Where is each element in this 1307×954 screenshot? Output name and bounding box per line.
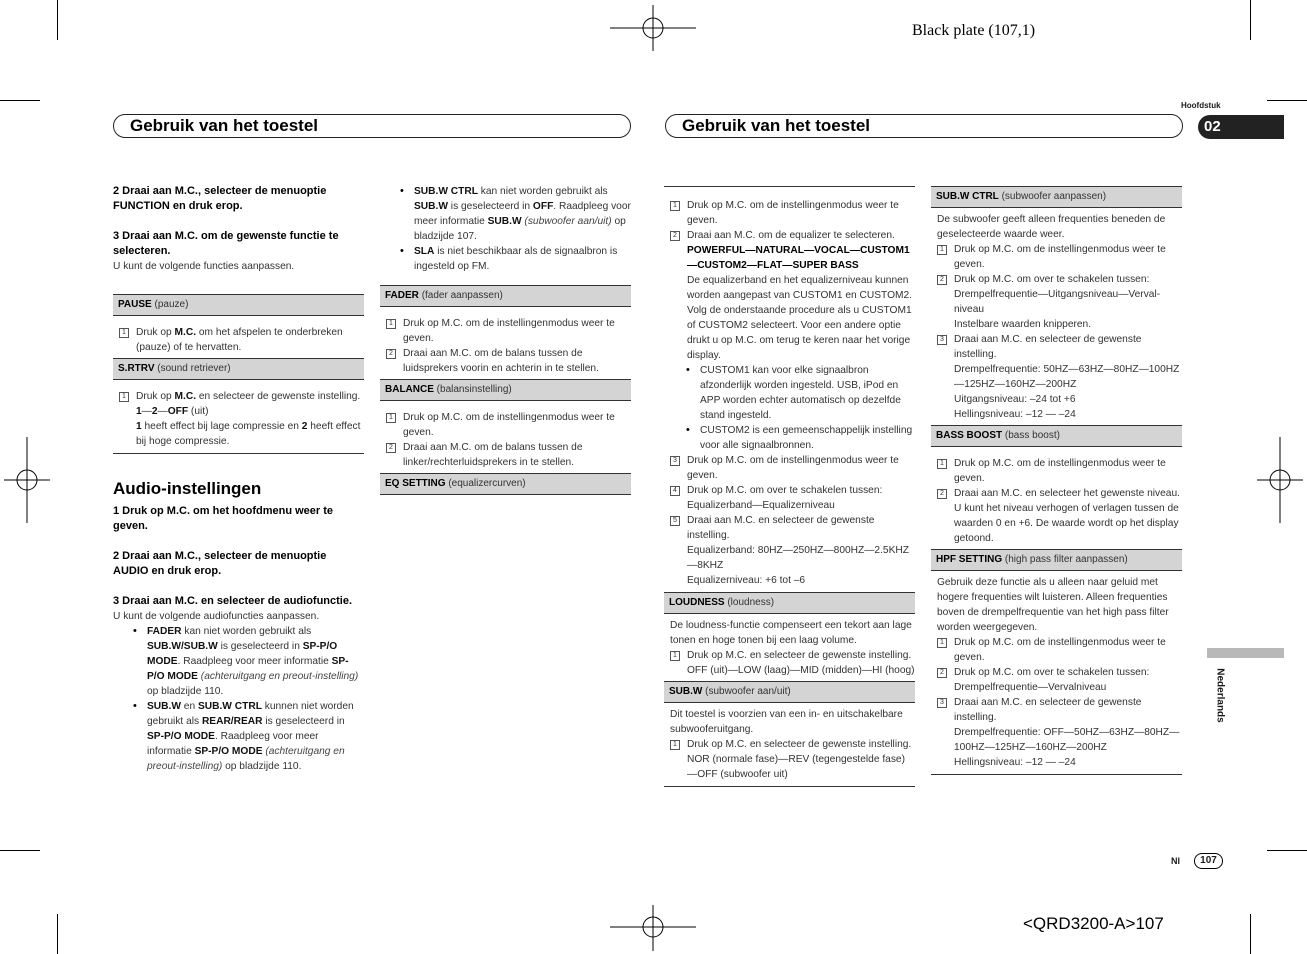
column-3 xyxy=(664,186,915,787)
bullet-item: • SUB.W CTRL kan niet worden gebruikt als SUB.W is geselecteerd in OFF. Raadpleeg voor meer informatie SUB.W (subwoofer aan/uit) op bladzijde 107. xyxy=(380,184,631,244)
fader-bar: FADER (fader aanpassen) xyxy=(380,285,631,307)
numbered-step: 4 Druk op M.C. om over te schakelen tussen: xyxy=(664,483,915,498)
paragraph: U kunt het niveau verhogen of verlagen tussen de waarden 0 en +6. De waarde wordt op het display getoond. xyxy=(954,503,1179,544)
registration-mark-icon xyxy=(4,437,50,523)
values: Drempelfrequentie: OFF—50HZ—63HZ—80HZ—100HZ—125HZ—160HZ—200HZ xyxy=(954,727,1180,753)
paragraph: U kunt de volgende audiofuncties aanpassen. xyxy=(113,611,320,622)
values: Drempelfrequentie: 50HZ—63HZ—80HZ—100HZ—125HZ—160HZ—200HZ xyxy=(954,364,1180,390)
step-heading: 3 Draai aan M.C. en selecteer de audiofunctie. xyxy=(113,595,353,607)
values: Drempelfrequentie—Vervalniveau xyxy=(954,682,1107,693)
numbered-step: 2 Druk op M.C. om over te schakelen tussen: xyxy=(931,272,1182,287)
section-header-left: Gebruik van het toestel xyxy=(113,114,631,138)
bullet-item: • SUB.W en SUB.W CTRL kunnen niet worden gebruikt als REAR/REAR is geselecteerd in SP-P/O MODE. Raadpleeg voor meer informatie SP-P/O MODE (achteruitgang en preout-instelling) op bladzijde 110. xyxy=(113,699,364,774)
values: OFF (uit)—LOW (laag)—MID (midden)—HI (hoog) xyxy=(687,665,915,676)
numbered-step: 2 Draai aan M.C. om de equalizer te selecteren. xyxy=(664,228,915,243)
bullet-item: • SLA is niet beschikbaar als de signaalbron is ingesteld op FM. xyxy=(380,244,631,274)
loudness-bar: LOUDNESS (loudness) xyxy=(664,592,915,614)
registration-mark-icon xyxy=(1257,437,1303,523)
bass-boost-bar: BASS BOOST (bass boost) xyxy=(931,425,1182,447)
column-4 xyxy=(931,186,1182,775)
values: Uitgangsniveau: –24 tot +6 xyxy=(954,394,1076,405)
values: Equalizerniveau: +6 tot –6 xyxy=(687,575,806,586)
numbered-step: 1 Druk op M.C. om de instellingenmodus weer te geven. xyxy=(380,410,631,440)
numbered-step: 1 Druk op M.C. om de instellingenmodus weer te geven. xyxy=(931,635,1182,665)
numbered-step: 1 Druk op M.C. om de instellingenmodus weer te geven. xyxy=(931,456,1182,486)
srtrv-bar: S.RTRV (sound retriever) xyxy=(113,358,364,380)
footer-code: <QRD3200-A>107 xyxy=(1023,914,1164,933)
paragraph: Gebruik deze functie als u alleen naar geluid met hogere frequenties wilt luisteren. Alleen frequenties boven de drempelfrequentie van het high pass filter worden weergegeven. xyxy=(937,577,1169,633)
paragraph: U kunt de volgende functies aanpassen. xyxy=(113,261,295,272)
numbered-step: 1 Druk op M.C. en selecteer de gewenste instelling. xyxy=(664,648,915,663)
subw-ctrl-bar: SUB.W CTRL (subwoofer aanpassen) xyxy=(931,186,1182,208)
numbered-step: 2 Druk op M.C. om over te schakelen tussen: xyxy=(931,665,1182,680)
page-number: 107 xyxy=(1194,853,1223,869)
paragraph: Dit toestel is voorzien van een in- en uitschakelbare subwooferuitgang. xyxy=(670,709,903,735)
numbered-step: 1 Druk op M.C. om de instellingenmodus weer te geven. xyxy=(380,316,631,346)
values: POWERFUL—NATURAL—VOCAL—CUSTOM1—CUSTOM2—FLAT—SUPER BASS xyxy=(687,245,910,271)
numbered-step: 2 Draai aan M.C. en selecteer het gewenste niveau. xyxy=(931,486,1182,501)
values: NOR (normale fase)—REV (tegengestelde fase)—OFF (subwoofer uit) xyxy=(687,754,905,780)
step-heading: 1 Druk op M.C. om het hoofdmenu weer te geven. xyxy=(113,505,334,532)
column-2 xyxy=(380,184,631,495)
paragraph: Volg de onderstaande procedure als u CUSTOM1 of CUSTOM2 selecteert. Voor een andere optie drukt u op M.C. om terug te keren naar het vorige display. xyxy=(687,305,912,361)
values: Drempelfrequentie—Uitgangsniveau—Verval-niveau xyxy=(954,289,1161,315)
side-tab-label: Nederlands xyxy=(1214,668,1226,723)
numbered-step: 2 Draai aan M.C. om de balans tussen de linker/rechterluidsprekers in te stellen. xyxy=(380,440,631,470)
numbered-step: 3 Draai aan M.C. en selecteer de gewenste instelling. xyxy=(931,332,1182,362)
numbered-step: 2 Draai aan M.C. om de balans tussen de luidsprekers voorin en achterin in te stellen. xyxy=(380,346,631,376)
values: Hellingsniveau: –12 — –24 xyxy=(954,757,1076,768)
numbered-step: 5 Draai aan M.C. en selecteer de gewenste instelling. xyxy=(664,513,915,543)
section-header-right: Gebruik van het toestel xyxy=(665,114,1183,138)
registration-mark-icon xyxy=(610,905,696,951)
numbered-step: 1 Druk op M.C. om het afspelen te onderbreken (pauze) of te hervatten. xyxy=(113,325,364,355)
chapter-tab: 02 xyxy=(1198,115,1284,139)
eq-bar: EQ SETTING (equalizercurven) xyxy=(380,473,631,495)
chapter-label: Hoofdstuk xyxy=(1181,101,1221,110)
numbered-step: 3 Druk op M.C. om de instellingenmodus weer te geven. xyxy=(664,453,915,483)
plate-label: Black plate (107,1) xyxy=(912,22,1036,39)
step-heading: 2 Draai aan M.C., selecteer de menuoptie FUNCTION en druk erop. xyxy=(113,185,327,212)
column-1 xyxy=(113,184,364,774)
subw-bar: SUB.W (subwoofer aan/uit) xyxy=(664,681,915,703)
numbered-step: 1 Druk op M.C. om de instellingenmodus weer te geven. xyxy=(664,198,915,228)
numbered-step: 1 Druk op M.C. en selecteer de gewenste instelling. xyxy=(113,389,364,404)
hpf-bar: HPF SETTING (high pass filter aanpassen) xyxy=(931,549,1182,571)
numbered-step: 1 Druk op M.C. en selecteer de gewenste instelling. xyxy=(664,737,915,752)
section-heading: Audio-instellingen xyxy=(113,479,262,498)
lang-code: Nl xyxy=(1171,856,1180,866)
registration-mark-icon xyxy=(610,5,696,51)
note: 1 heeft effect bij lage compressie en 2 heeft effect bij hoge compressie. xyxy=(136,421,361,447)
step-heading: 2 Draai aan M.C., selecteer de menuoptie AUDIO en druk erop. xyxy=(113,550,327,577)
paragraph: De equalizerband en het equalizerniveau kunnen worden aangepast van CUSTOM1 en CUSTOM2. xyxy=(687,275,912,301)
bullet-item: • CUSTOM1 kan voor elke signaalbron afzonderlijk worden ingesteld. USB, iPod en APP worden echter automatisch op dezelfde stand ingesteld. xyxy=(664,363,915,423)
values: Equalizerband: 80HZ—250HZ—800HZ—2.5KHZ—8KHZ xyxy=(687,545,909,571)
numbered-step: 3 Draai aan M.C. en selecteer de gewenste instelling. xyxy=(931,695,1182,725)
values: Hellingsniveau: –12 — –24 xyxy=(954,409,1076,420)
balance-bar: BALANCE (balansinstelling) xyxy=(380,379,631,401)
bullet-item: • FADER kan niet worden gebruikt als SUB.W/SUB.W is geselecteerd in SP-P/O MODE. Raadpleeg voor meer informatie SP-P/O MODE (achteruitgang en preout-instelling) op bladzijde 110. xyxy=(113,624,364,699)
values: Equalizerband—Equalizerniveau xyxy=(687,500,835,511)
numbered-step: 1 Druk op M.C. om de instellingenmodus weer te geven. xyxy=(931,242,1182,272)
step-heading: 3 Draai aan M.C. om de gewenste functie te selecteren. xyxy=(113,230,339,257)
pause-bar: PAUSE (pauze) xyxy=(113,294,364,316)
values: Instelbare waarden knipperen. xyxy=(954,319,1092,330)
paragraph: De loudness-functie compenseert een tekort aan lage tonen en hoge tonen bij een laag volume. xyxy=(670,620,912,646)
values: 1—2—OFF (uit) xyxy=(136,406,209,417)
paragraph: De subwoofer geeft alleen frequenties beneden de geselecteerde waarde weer. xyxy=(937,214,1166,240)
bullet-item: • CUSTOM2 is een gemeenschappelijk instelling voor alle signaalbronnen. xyxy=(664,423,915,453)
